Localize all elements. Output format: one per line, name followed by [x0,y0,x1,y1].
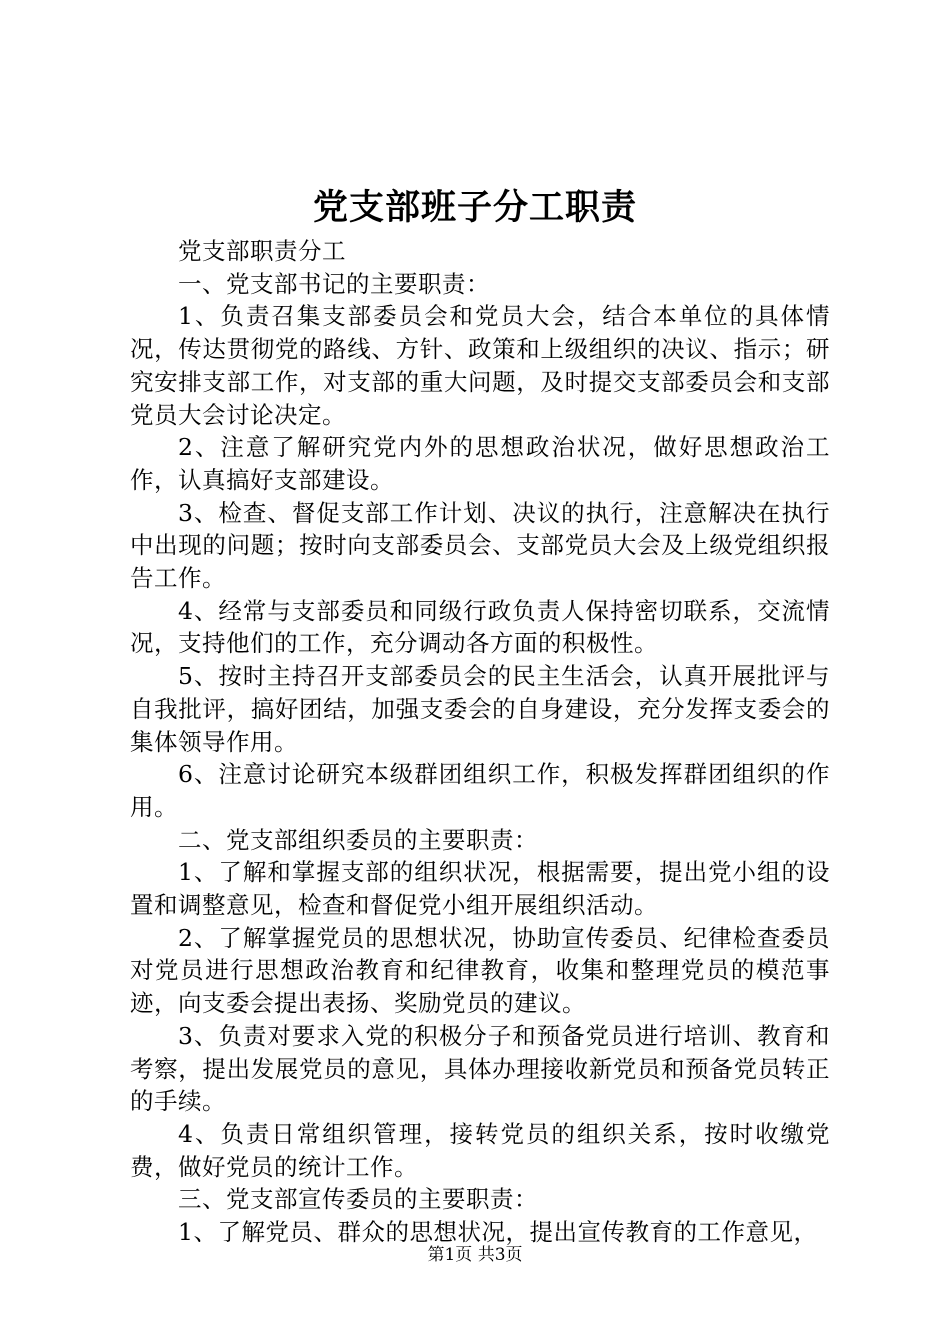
paragraph: 2、注意了解研究党内外的思想政治状况，做好思想政治工作，认真搞好支部建设。 [130,433,830,494]
document-body [130,235,830,1249]
document-title: 党支部班子分工职责 [312,187,637,228]
paragraph: 3、负责对要求入党的积极分子和预备党员进行培训、教育和考察，提出发展党员的意见，具体办理接收新党员和预备党员转正的手续。 [130,1021,830,1116]
paragraph: 4、负责日常组织管理，接转党员的组织关系，按时收缴党费，做好党员的统计工作。 [130,1119,830,1181]
page-number: 第1页 共3页 [427,1245,523,1265]
paragraph: 1、了解党员、群众的思想状况，提出宣传教育的工作意见， [178,1218,818,1247]
paragraph: 6、注意讨论研究本级群团组织工作，积极发挥群团组织的作用。 [130,760,830,821]
paragraph: 3、检查、督促支部工作计划、决议的执行，注意解决在执行中出现的问题；按时向支部委员会、支部党员大会及上级党组织报告工作。 [130,498,830,593]
paragraph: 2、了解掌握党员的思想状况，协助宣传委员、纪律检查委员对党员进行思想政治教育和纪律教育，收集和整理党员的模范事迹，向支委会提出表扬、奖励党员的建议。 [130,923,830,1018]
paragraph: 1、负责召集支部委员会和党员大会，结合本单位的具体情况，传达贯彻党的路线、方针、政策和上级组织的决议、指示；研究安排支部工作，对支部的重大问题，及时提交支部委员会和支部党员大会讨论决定。 [130,302,830,429]
paragraph: 1、了解和掌握支部的组织状况，根据需要，提出党小组的设置和调整意见，检查和督促党小组开展组织活动。 [130,858,830,920]
paragraph: 4、经常与支部委员和同级行政负责人保持密切联系，交流情况，支持他们的工作，充分调动各方面的积极性。 [130,596,830,658]
paragraph: 5、按时主持召开支部委员会的民主生活会，认真开展批评与自我批评，搞好团结，加强支委会的自身建设，充分发挥支委会的集体领导作用。 [130,662,830,756]
section-heading-publicity: 三、党支部宣传委员的主要职责： [178,1185,538,1214]
section-heading-secretary: 一、党支部书记的主要职责： [178,269,490,298]
section-heading-organization: 二、党支部组织委员的主要职责： [178,825,538,854]
paragraph-heading: 党支部职责分工 [178,237,346,265]
